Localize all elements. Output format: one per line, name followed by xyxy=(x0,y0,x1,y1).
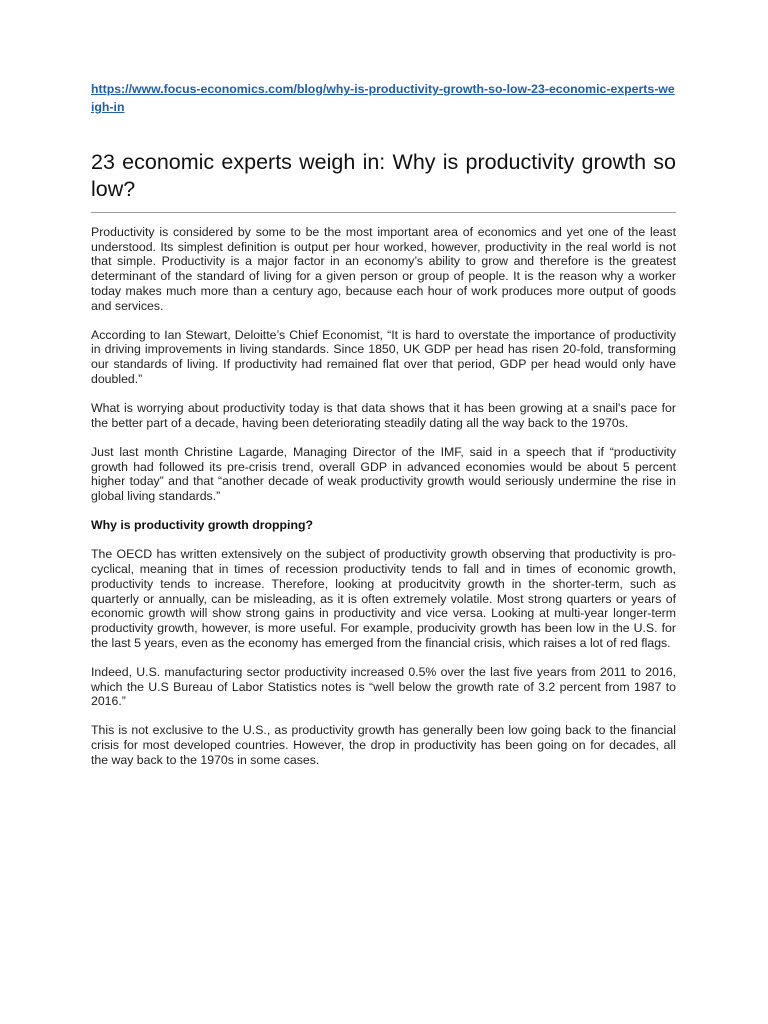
paragraph: Just last month Christine Lagarde, Managing Director of the IMF, said in a speech that if “productivity growth had followed its pre-crisis trend, overall GDP in advanced economies would be about 5 percent higher today” and that “another decade of weak productivity growth would seriously undermine the rise in global living standards.” xyxy=(91,444,676,504)
article-title: 23 economic experts weigh in: Why is productivity growth so low? xyxy=(91,150,676,201)
source-link[interactable]: https://www.focus-economics.com/blog/why-is-productivity-growth-so-low-23-economic-experts-weigh-in xyxy=(91,82,675,114)
article-body xyxy=(91,225,676,768)
paragraph: The OECD has written extensively on the subject of productivity growth observing that productivity is pro-cyclical, meaning that in times of recession productivity tends to fall and in times of economic growth, productivity tends to increase. Therefore, looking at producitvity growth in the shorter-term, such as quarterly or annually, can be misleading, as it is often extremely volatile. Most strong quarters or years of economic growth will show strong gains in productivity and vice versa. Looking at multi-year longer-term productivity growth, however, is more useful. For example, producivity growth has been low in the U.S. for the last 5 years, even as the economy has emerged from the financial crisis, which raises a lot of red flags. xyxy=(91,547,676,650)
paragraph: What is worrying about productivity today is that data shows that it has been growing at a snail's pace for the better part of a decade, having been deteriorating steadily dating all the way back to the 1970s. xyxy=(91,401,676,430)
section-subheading: Why is productivity growth dropping? xyxy=(91,518,314,533)
title-divider xyxy=(91,212,676,213)
paragraph: This is not exclusive to the U.S., as productivity growth has generally been low going back to the financial crisis for most developed countries. However, the drop in productivity has been going on for decades, all the way back to the 1970s in some cases. xyxy=(91,723,676,767)
paragraph: Productivity is considered by some to be the most important area of economics and yet one of the least understood. Its simplest definition is output per hour worked, however, productivity in the real world is not that simple. Productivity is a major factor in an economy’s ability to grow and therefore is the greatest determinant of the standard of living for a given person or group of people. It is the reason why a worker today makes much more than a century ago, because each hour of work produces more output of goods and services. xyxy=(91,225,676,313)
document-page xyxy=(91,80,676,782)
paragraph: Indeed, U.S. manufacturing sector productivity increased 0.5% over the last five years from 2011 to 2016, which the U.S Bureau of Labor Statistics notes is “well below the growth rate of 3.2 percent from 1987 to 2016.” xyxy=(91,664,676,709)
paragraph: According to Ian Stewart, Deloitte’s Chief Economist, “It is hard to overstate the importance of productivity in driving improvements in living standards. Since 1850, UK GDP per head has risen 20-fold, transforming our standards of living. If productivity had remained flat over that period, GDP per head would only have doubled.” xyxy=(91,327,676,386)
